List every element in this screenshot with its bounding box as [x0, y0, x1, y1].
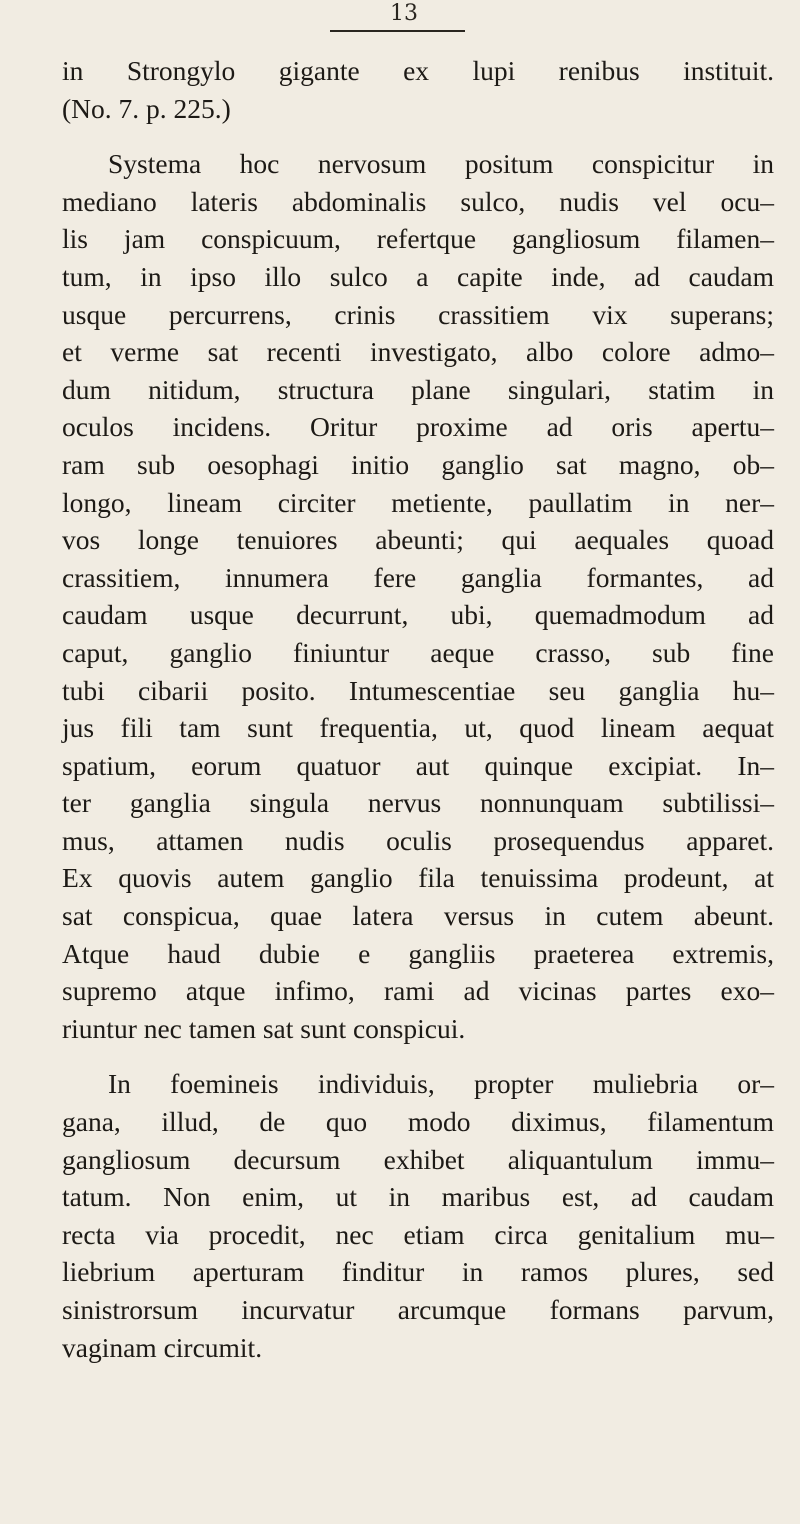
text-line: vos longe tenuiores abeunti; qui aequales quoad — [62, 524, 774, 556]
text-line: lis jam conspicuum, refertque gangliosum filamen– — [62, 223, 774, 255]
text-line: oculos incidens. Oritur proxime ad oris apertu– — [62, 411, 774, 443]
text-line: jus fili tam sunt frequentia, ut, quod lineam aequat — [62, 712, 774, 744]
text-line: Systema hoc nervosum positum conspicitur in — [108, 148, 774, 180]
text-line: vaginam circumit. — [62, 1331, 263, 1363]
paragraph-gap — [62, 1047, 774, 1065]
text-line: riuntur nec tamen sat sunt conspicui. — [62, 1012, 466, 1044]
text-line: ram sub oesophagi initio ganglio sat magno, ob– — [62, 448, 774, 480]
text-line: longo, lineam circiter metiente, paullatim in ner– — [62, 486, 774, 518]
text-line: liebrium aperturam finditur in ramos plures, sed — [62, 1256, 774, 1288]
text-line: et verme sat recenti investigato, albo colore admo– — [62, 336, 774, 368]
text-line: ter ganglia singula nervus nonnunquam subtilissi– — [62, 787, 774, 819]
text-line: recta via procedit, nec etiam circa genitalium mu– — [62, 1218, 774, 1250]
text-line: supremo atque infimo, rami ad vicinas partes exo– — [62, 975, 774, 1007]
page-number: 13 — [390, 1, 418, 26]
text-line: (No. 7. p. 225.) — [62, 92, 231, 124]
text-line: usque percurrens, crinis crassitiem vix superans; — [62, 298, 774, 330]
text-line: Ex quovis autem ganglio fila tenuissima prodeunt, at — [62, 862, 774, 894]
text-line: dum nitidum, structura plane singulari, statim in — [62, 373, 774, 405]
body-text — [62, 52, 774, 1366]
text-line: sinistrorsum incurvatur arcumque formans parvum, — [62, 1294, 774, 1325]
text-line: in Strongylo gigante ex lupi renibus instituit. — [62, 55, 774, 86]
text-line: caudam usque decurrunt, ubi, quemadmodum ad — [62, 599, 774, 631]
text-line: crassitiem, innumera fere ganglia formantes, ad — [62, 561, 774, 593]
text-line: tatum. Non enim, ut in maribus est, ad caudam — [62, 1181, 774, 1213]
text-line: spatium, eorum quatuor aut quinque excipiat. In– — [62, 749, 774, 781]
paragraph-gap — [62, 127, 774, 145]
text-line: Atque haud dubie e gangliis praeterea extremis, — [62, 937, 774, 969]
header-rule — [330, 30, 465, 32]
text-line: In foemineis individuis, propter muliebria or– — [108, 1068, 774, 1100]
text-line: tubi cibarii posito. Intumescentiae seu ganglia hu– — [62, 674, 774, 706]
text-line: mediano lateris abdominalis sulco, nudis vel ocu– — [62, 185, 774, 217]
text-line: mus, attamen nudis oculis prosequendus apparet. — [62, 824, 774, 856]
text-line: caput, ganglio finiuntur aeque crasso, sub fine — [62, 636, 774, 668]
text-line: sat conspicua, quae latera versus in cutem abeunt. — [62, 900, 774, 932]
text-line: tum, in ipso illo sulco a capite inde, ad caudam — [62, 260, 774, 292]
text-line: gangliosum decursum exhibet aliquantulum immu– — [62, 1143, 774, 1175]
text-line: gana, illud, de quo modo diximus, filamentum — [62, 1106, 774, 1138]
